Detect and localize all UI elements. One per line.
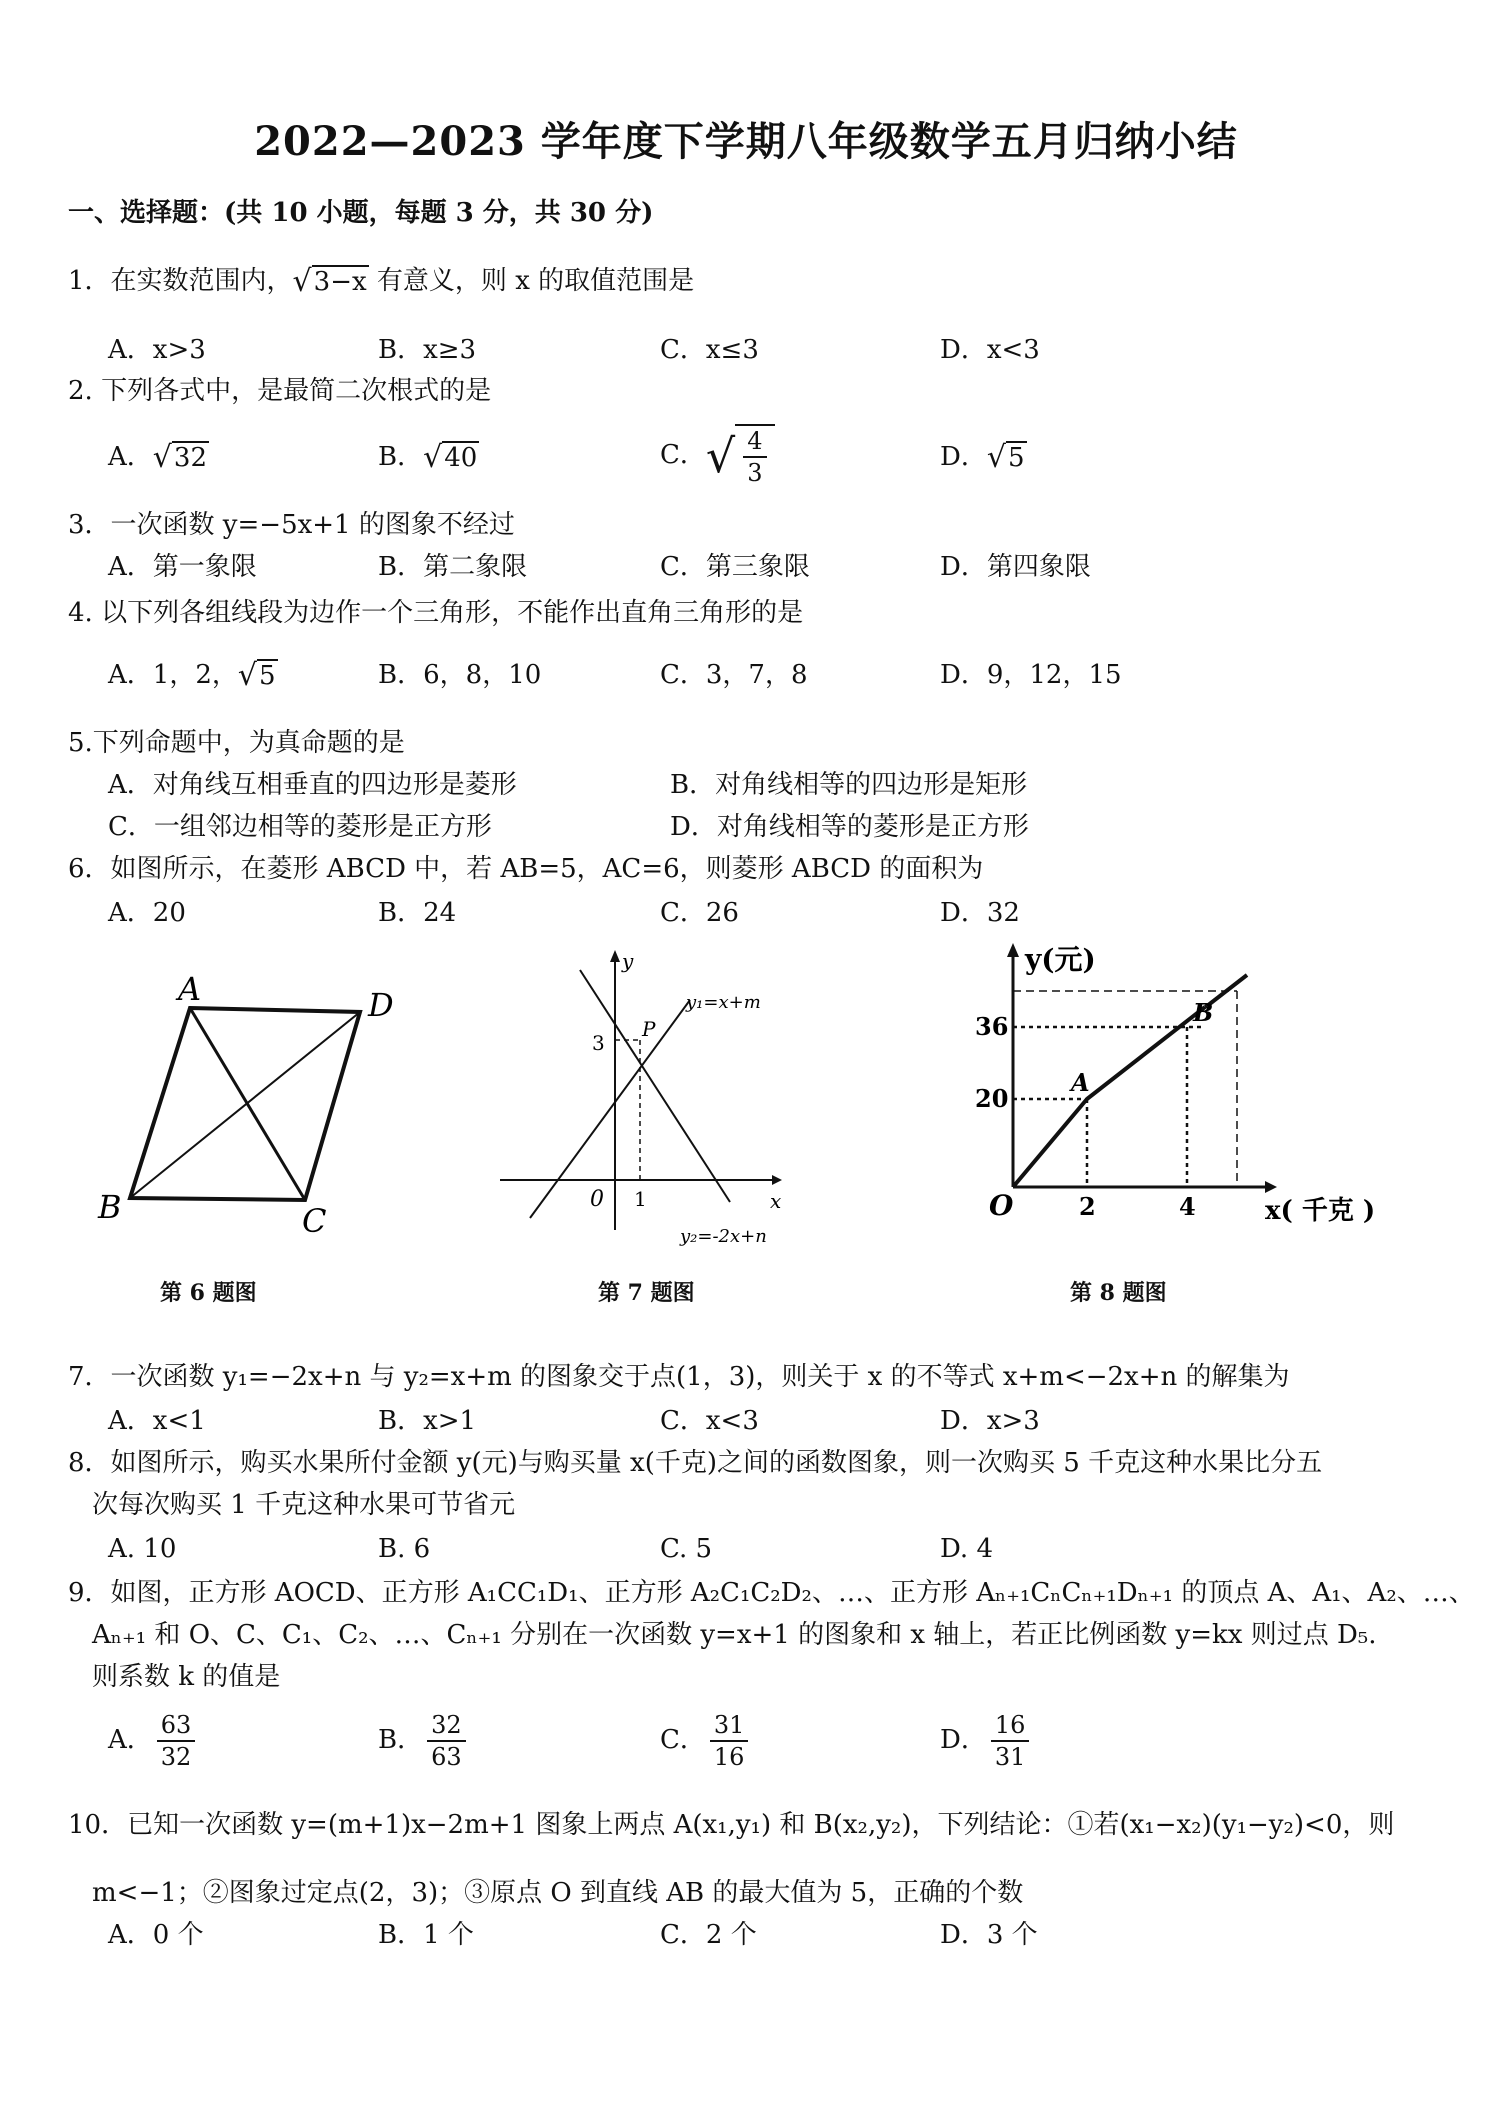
q9-b-label: B．: [378, 1725, 424, 1755]
x-axis-label: x( 千克 ): [1265, 1196, 1376, 1226]
q4-a-sqrt: √ 5: [237, 658, 276, 693]
y-tick-36: 36: [975, 1012, 1009, 1041]
q2-d-sqrt: √ 5: [986, 440, 1025, 475]
q4-option-d[interactable]: D．9，12，15: [940, 660, 1122, 690]
x-tick-1: 1: [634, 1187, 647, 1211]
q9-b-numerator: 32: [427, 1710, 466, 1742]
q9-option-d[interactable]: [940, 1710, 1033, 1772]
y-axis-label: y(元): [1025, 943, 1096, 976]
q7-option-c[interactable]: C．x<3: [660, 1406, 759, 1436]
line-y2-label: y₂=-2x+n: [680, 1226, 767, 1247]
q2-option-a[interactable]: [108, 440, 209, 475]
q5-option-a[interactable]: A．对角线互相垂直的四边形是菱形: [108, 770, 517, 800]
q1-pre-text: 1．在实数范围内，: [68, 266, 293, 296]
q8-option-b[interactable]: B. 6: [378, 1534, 431, 1564]
question-3-stem: 3．一次函数 y=−5x+1 的图象不经过: [68, 510, 515, 540]
q10-option-d[interactable]: D．3 个: [940, 1920, 1038, 1950]
y-axis-arrow: [1007, 943, 1019, 957]
q2-option-d[interactable]: [940, 440, 1027, 475]
q3-option-a[interactable]: A．第一象限: [108, 552, 257, 582]
q2-option-c[interactable]: [660, 424, 775, 488]
q2-c-numerator: 4: [743, 426, 766, 458]
q2-c-denominator: 3: [747, 459, 763, 487]
figure-8-graph: [975, 935, 1395, 1235]
point-b-label: B: [1193, 998, 1214, 1027]
q9-d-denominator: 31: [994, 1743, 1026, 1771]
q9-option-a[interactable]: [108, 1710, 199, 1772]
q3-option-b[interactable]: B．第二象限: [378, 552, 528, 582]
q1-option-b[interactable]: B．x≥3: [378, 335, 477, 365]
q3-option-c[interactable]: C．第三象限: [660, 552, 810, 582]
point-a-label: A: [1071, 1068, 1090, 1097]
figure-6-rhombus: [90, 960, 450, 1240]
line-y1-label: y₁=x+m: [686, 992, 761, 1013]
q9-option-b[interactable]: [378, 1710, 470, 1772]
q9-a-label: A．: [108, 1725, 153, 1755]
q2-a-label: A．: [108, 442, 153, 472]
q1-radicand: 3−x: [313, 267, 367, 297]
q2-option-b[interactable]: [378, 440, 479, 475]
q9-c-numerator: 31: [710, 1710, 749, 1742]
q2-d-radicand: 5: [1007, 443, 1025, 473]
x-axis-arrow: [772, 1175, 782, 1185]
question-8-line-2: 次每次购买 1 千克这种水果可节省元: [92, 1490, 516, 1520]
q4-a-text: A．1，2，: [108, 660, 238, 690]
question-7-stem: 7．一次函数 y₁=−2x+n 与 y₂=x+m 的图象交于点(1，3)，则关于 x 的不等式 x+m<−2x+n 的解集为: [68, 1362, 1290, 1392]
q9-d-numerator: 16: [991, 1710, 1030, 1742]
q9-a-numerator: 63: [157, 1710, 196, 1742]
q10-option-c[interactable]: C．2 个: [660, 1920, 757, 1950]
figure-7-graph: [490, 940, 800, 1260]
y-tick-3: 3: [592, 1031, 605, 1055]
point-p-label: P: [642, 1017, 656, 1041]
q2-c-sqrt: √ $\frac{4}{3}$: [706, 424, 775, 488]
line-y1: [530, 1000, 690, 1218]
q4-option-b[interactable]: B．6，8，10: [378, 660, 542, 690]
section-heading: 一、选择题：(共 10 小题，每题 3 分，共 30 分): [68, 198, 654, 228]
q2-b-label: B．: [378, 442, 424, 472]
q9-d-label: D．: [940, 1725, 987, 1755]
question-9-line-1: 9．如图，正方形 AOCD、正方形 A₁CC₁D₁、正方形 A₂C₁C₂D₂、…、正方形 Aₙ₊₁CₙCₙ₊₁Dₙ₊₁ 的顶点 A、A₁、A₂、…、: [68, 1578, 1475, 1608]
q10-option-b[interactable]: B．1 个: [378, 1920, 474, 1950]
origin-label: 0: [590, 1187, 604, 1212]
q2-a-sqrt: √ 32: [152, 440, 207, 475]
figure-6-caption: 第 6 题图: [160, 1280, 257, 1306]
q1-option-d[interactable]: D．x<3: [940, 335, 1040, 365]
q9-c-label: C．: [660, 1725, 706, 1755]
q2-c-label: C．: [660, 440, 706, 470]
question-10-line-1: 10．已知一次函数 y=(m+1)x−2m+1 图象上两点 A(x₁,y₁) 和 B(x₂,y₂)，下列结论：①若(x₁−x₂)(y₁−y₂)<0，则: [68, 1810, 1395, 1840]
question-6-stem: 6．如图所示，在菱形 ABCD 中，若 AB=5，AC=6，则菱形 ABCD 的面积为: [68, 854, 984, 884]
vertex-d-label: D: [368, 986, 394, 1024]
figure-8-caption: 第 8 题图: [1070, 1280, 1167, 1306]
q10-option-a[interactable]: A．0 个: [108, 1920, 204, 1950]
x-axis-label: x: [770, 1189, 782, 1213]
q2-b-sqrt: √ 40: [423, 440, 478, 475]
question-10-line-2: m<−1；②图象过定点(2，3)；③原点 O 到直线 AB 的最大值为 5，正确的个数: [92, 1878, 1024, 1908]
segment-oa: [1013, 1099, 1087, 1187]
q6-option-d[interactable]: D．32: [940, 898, 1020, 928]
y-axis-label: y: [622, 949, 634, 973]
q4-option-c[interactable]: C．3，7，8: [660, 660, 808, 690]
x-axis-arrow: [1265, 1181, 1277, 1193]
q4-a-radicand: 5: [259, 661, 276, 691]
origin-label: O: [989, 1189, 1014, 1222]
q1-option-a[interactable]: A．x>3: [108, 335, 206, 365]
q7-option-a[interactable]: A．x<1: [108, 1406, 206, 1436]
q8-option-d[interactable]: D. 4: [940, 1534, 993, 1564]
q6-option-c[interactable]: C．26: [660, 898, 739, 928]
q1-option-c[interactable]: C．x≤3: [660, 335, 759, 365]
x-tick-4: 4: [1179, 1192, 1196, 1221]
q9-a-denominator: 32: [160, 1743, 192, 1771]
q9-c-denominator: 16: [713, 1743, 745, 1771]
q6-option-a[interactable]: A．20: [108, 898, 186, 928]
y-tick-20: 20: [975, 1084, 1009, 1113]
q2-d-label: D．: [940, 442, 987, 472]
q2-b-radicand: 40: [444, 443, 478, 473]
vertex-a-label: A: [178, 970, 202, 1008]
q5-option-c[interactable]: C．一组邻边相等的菱形是正方形: [108, 812, 492, 842]
q9-b-denominator: 63: [431, 1743, 462, 1771]
q6-option-b[interactable]: B．24: [378, 898, 457, 928]
vertex-b-label: B: [98, 1188, 122, 1226]
q8-option-a[interactable]: A. 10: [108, 1534, 177, 1564]
q1-sqrt: √ 3−x: [292, 264, 367, 299]
x-tick-2: 2: [1079, 1192, 1096, 1221]
q2-a-radicand: 32: [173, 443, 207, 473]
q1-post-text: 有意义，则 x 的取值范围是: [368, 266, 695, 296]
q5-option-b[interactable]: B．对角线相等的四边形是矩形: [670, 770, 1028, 800]
page-title: 2022—2023 学年度下学期八年级数学五月归纳小结: [254, 118, 1238, 165]
question-1-stem: [68, 264, 694, 299]
q9-option-c[interactable]: [660, 1710, 752, 1772]
q8-option-c[interactable]: C. 5: [660, 1534, 713, 1564]
question-2-stem: 2. 下列各式中，是最简二次根式的是: [68, 376, 492, 406]
q7-option-b[interactable]: B．x>1: [378, 1406, 477, 1436]
q7-option-d[interactable]: D．x>3: [940, 1406, 1040, 1436]
q3-option-d[interactable]: D．第四象限: [940, 552, 1091, 582]
y-axis-arrow: [610, 950, 620, 962]
figure-7-caption: 第 7 题图: [598, 1280, 695, 1306]
question-5-stem: 5.下列命题中，为真命题的是: [68, 728, 405, 758]
question-9-line-3: 则系数 k 的值是: [92, 1662, 281, 1692]
q4-option-a[interactable]: [108, 658, 278, 693]
diagonal-bd: [130, 1012, 360, 1198]
q5-option-d[interactable]: D．对角线相等的菱形是正方形: [670, 812, 1029, 842]
question-9-line-2: Aₙ₊₁ 和 O、C、C₁、C₂、…、Cₙ₊₁ 分别在一次函数 y=x+1 的图象和 x 轴上，若正比例函数 y=kx 则过点 D₅.: [92, 1620, 1377, 1650]
question-8-line-1: 8．如图所示，购买水果所付金额 y(元)与购买量 x(千克)之间的函数图象，则一次购买 5 千克这种水果比分五: [68, 1448, 1323, 1478]
question-4-stem: 4. 以下列各组线段为边作一个三角形，不能作出直角三角形的是: [68, 598, 804, 628]
vertex-c-label: C: [302, 1202, 327, 1240]
